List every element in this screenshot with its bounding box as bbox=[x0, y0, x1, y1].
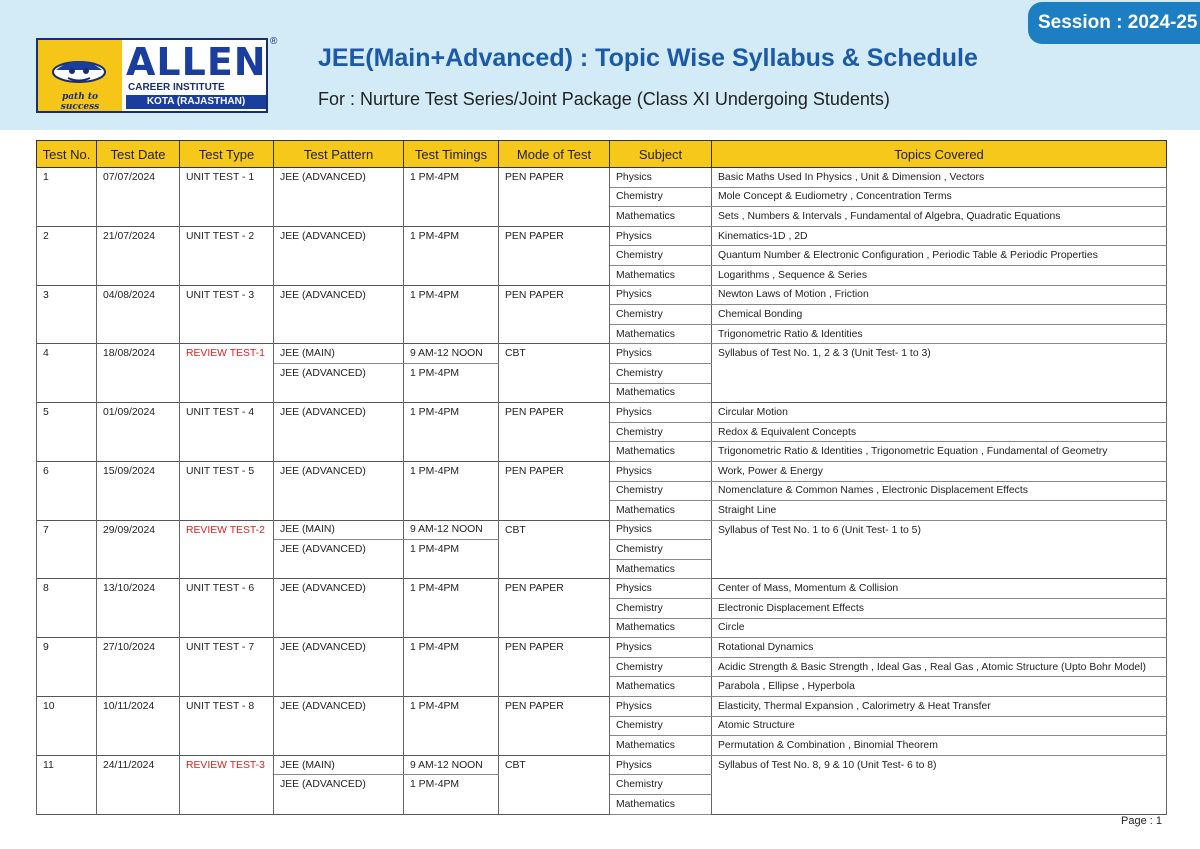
page-subtitle: For : Nurture Test Series/Joint Package (Class XI Undergoing Students) bbox=[318, 89, 890, 109]
test-mode-cell: CBT bbox=[499, 755, 610, 814]
logo-brand: ALLEN bbox=[126, 40, 267, 84]
test-date-cell: 10/11/2024 bbox=[97, 697, 180, 756]
subject-cell: Mathematics bbox=[610, 207, 712, 227]
topics-cell: Nomenclature & Common Names , Electronic Displacement Effects bbox=[712, 481, 1167, 501]
subject-cell: Mathematics bbox=[610, 265, 712, 285]
header-test-pattern: Test Pattern bbox=[274, 141, 404, 168]
table-row bbox=[37, 638, 1167, 658]
test-type-cell: UNIT TEST - 7 bbox=[180, 638, 274, 697]
subject-cell: Physics bbox=[610, 755, 712, 775]
test-no-cell: 6 bbox=[37, 461, 97, 520]
topics-cell: Mole Concept & Eudiometry , Concentration Terms bbox=[712, 187, 1167, 207]
test-no-cell: 5 bbox=[37, 403, 97, 462]
test-no-cell: 8 bbox=[37, 579, 97, 638]
subject-cell: Physics bbox=[610, 520, 712, 540]
test-date-cell: 01/09/2024 bbox=[97, 403, 180, 462]
table-row bbox=[37, 285, 1167, 305]
test-pattern-cell: JEE (ADVANCED) bbox=[274, 697, 404, 756]
test-timings-cell: 1 PM-4PM bbox=[404, 285, 499, 344]
test-mode-cell: PEN PAPER bbox=[499, 403, 610, 462]
test-pattern-cell: JEE (ADVANCED) bbox=[274, 540, 404, 579]
test-pattern-cell: JEE (ADVANCED) bbox=[274, 285, 404, 344]
subject-cell: Mathematics bbox=[610, 736, 712, 756]
test-date-cell: 15/09/2024 bbox=[97, 461, 180, 520]
test-timings-cell: 9 AM-12 NOON bbox=[404, 755, 499, 775]
subject-cell: Mathematics bbox=[610, 559, 712, 579]
topics-cell: Rotational Dynamics bbox=[712, 638, 1167, 658]
test-mode-cell: CBT bbox=[499, 344, 610, 403]
header-test-timings: Test Timings bbox=[404, 141, 499, 168]
page-number: Page : 1 bbox=[1121, 815, 1162, 827]
logo-emblem bbox=[38, 40, 122, 111]
test-pattern-cell: JEE (ADVANCED) bbox=[274, 775, 404, 814]
subject-cell: Chemistry bbox=[610, 363, 712, 383]
test-timings-cell: 1 PM-4PM bbox=[404, 579, 499, 638]
test-pattern-cell: JEE (MAIN) bbox=[274, 520, 404, 540]
test-mode-cell: PEN PAPER bbox=[499, 697, 610, 756]
test-date-cell: 13/10/2024 bbox=[97, 579, 180, 638]
table-header-row bbox=[37, 141, 1167, 168]
header-topics-covered: Topics Covered bbox=[712, 141, 1167, 168]
topics-cell: Quantum Number & Electronic Configuration , Periodic Table & Periodic Properties bbox=[712, 246, 1167, 266]
header-subject: Subject bbox=[610, 141, 712, 168]
topics-cell: Atomic Structure bbox=[712, 716, 1167, 736]
topics-cell: Redox & Equivalent Concepts bbox=[712, 422, 1167, 442]
topics-cell: Electronic Displacement Effects bbox=[712, 599, 1167, 619]
subject-cell: Chemistry bbox=[610, 775, 712, 795]
test-no-cell: 1 bbox=[37, 168, 97, 227]
test-type-cell: REVIEW TEST-1 bbox=[180, 344, 274, 403]
topics-cell: Parabola , Ellipse , Hyperbola bbox=[712, 677, 1167, 697]
subject-cell: Chemistry bbox=[610, 246, 712, 266]
test-timings-cell: 1 PM-4PM bbox=[404, 540, 499, 579]
test-timings-cell: 1 PM-4PM bbox=[404, 363, 499, 402]
test-type-cell: UNIT TEST - 6 bbox=[180, 579, 274, 638]
topics-cell: Elasticity, Thermal Expansion , Calorimetry & Heat Transfer bbox=[712, 697, 1167, 717]
topics-cell: Syllabus of Test No. 8, 9 & 10 (Unit Test- 6 to 8) bbox=[712, 755, 1167, 814]
logo-tagline: path to success bbox=[60, 92, 100, 112]
subject-cell: Physics bbox=[610, 579, 712, 599]
test-pattern-cell: JEE (ADVANCED) bbox=[274, 638, 404, 697]
test-pattern-cell: JEE (MAIN) bbox=[274, 344, 404, 364]
header-test-no: Test No. bbox=[37, 141, 97, 168]
test-no-cell: 9 bbox=[37, 638, 97, 697]
topics-cell: Newton Laws of Motion , Friction bbox=[712, 285, 1167, 305]
header-test-type: Test Type bbox=[180, 141, 274, 168]
subject-cell: Chemistry bbox=[610, 305, 712, 325]
test-type-cell: UNIT TEST - 2 bbox=[180, 226, 274, 285]
session-badge: Session : 2024-25 bbox=[1028, 2, 1200, 44]
schedule-table-body bbox=[37, 168, 1167, 815]
topics-cell: Chemical Bonding bbox=[712, 305, 1167, 325]
test-type-cell: REVIEW TEST-2 bbox=[180, 520, 274, 579]
topics-cell: Kinematics-1D , 2D bbox=[712, 226, 1167, 246]
subject-cell: Physics bbox=[610, 461, 712, 481]
table-row bbox=[37, 168, 1167, 188]
test-pattern-cell: JEE (ADVANCED) bbox=[274, 363, 404, 402]
test-no-cell: 7 bbox=[37, 520, 97, 579]
test-no-cell: 11 bbox=[37, 755, 97, 814]
test-type-cell: UNIT TEST - 4 bbox=[180, 403, 274, 462]
test-timings-cell: 1 PM-4PM bbox=[404, 775, 499, 814]
subject-cell: Physics bbox=[610, 285, 712, 305]
page-title: JEE(Main+Advanced) : Topic Wise Syllabus & Schedule bbox=[318, 44, 978, 72]
test-timings-cell: 1 PM-4PM bbox=[404, 638, 499, 697]
subject-cell: Chemistry bbox=[610, 599, 712, 619]
test-timings-cell: 1 PM-4PM bbox=[404, 403, 499, 462]
test-timings-cell: 9 AM-12 NOON bbox=[404, 520, 499, 540]
topics-cell: Center of Mass, Momentum & Collision bbox=[712, 579, 1167, 599]
test-no-cell: 3 bbox=[37, 285, 97, 344]
test-timings-cell: 1 PM-4PM bbox=[404, 226, 499, 285]
topics-cell: Permutation & Combination , Binomial Theorem bbox=[712, 736, 1167, 756]
subject-cell: Chemistry bbox=[610, 716, 712, 736]
test-no-cell: 10 bbox=[37, 697, 97, 756]
subject-cell: Physics bbox=[610, 344, 712, 364]
mascot-icon bbox=[50, 50, 108, 84]
test-mode-cell: PEN PAPER bbox=[499, 638, 610, 697]
test-date-cell: 21/07/2024 bbox=[97, 226, 180, 285]
topics-cell: Circular Motion bbox=[712, 403, 1167, 423]
subject-cell: Chemistry bbox=[610, 422, 712, 442]
test-type-cell: UNIT TEST - 5 bbox=[180, 461, 274, 520]
registered-mark: ® bbox=[270, 36, 278, 47]
table-row bbox=[37, 403, 1167, 423]
test-no-cell: 4 bbox=[37, 344, 97, 403]
subject-cell: Physics bbox=[610, 168, 712, 188]
table-row bbox=[37, 226, 1167, 246]
test-pattern-cell: JEE (MAIN) bbox=[274, 755, 404, 775]
test-date-cell: 27/10/2024 bbox=[97, 638, 180, 697]
test-date-cell: 24/11/2024 bbox=[97, 755, 180, 814]
subject-cell: Physics bbox=[610, 403, 712, 423]
subject-cell: Mathematics bbox=[610, 383, 712, 403]
table-row bbox=[37, 520, 1167, 540]
test-no-cell: 2 bbox=[37, 226, 97, 285]
table-row bbox=[37, 344, 1167, 364]
schedule-table-container bbox=[36, 140, 1166, 815]
test-type-cell: UNIT TEST - 8 bbox=[180, 697, 274, 756]
test-timings-cell: 9 AM-12 NOON bbox=[404, 344, 499, 364]
test-date-cell: 07/07/2024 bbox=[97, 168, 180, 227]
test-pattern-cell: JEE (ADVANCED) bbox=[274, 168, 404, 227]
subject-cell: Mathematics bbox=[610, 618, 712, 638]
subject-cell: Mathematics bbox=[610, 501, 712, 521]
logo-subtitle: CAREER INSTITUTE bbox=[128, 82, 225, 93]
subject-cell: Physics bbox=[610, 638, 712, 658]
test-pattern-cell: JEE (ADVANCED) bbox=[274, 461, 404, 520]
header-mode-of-test: Mode of Test bbox=[499, 141, 610, 168]
topics-cell: Basic Maths Used In Physics , Unit & Dimension , Vectors bbox=[712, 168, 1167, 188]
test-type-cell: UNIT TEST - 3 bbox=[180, 285, 274, 344]
schedule-table bbox=[36, 140, 1167, 815]
test-timings-cell: 1 PM-4PM bbox=[404, 168, 499, 227]
subject-cell: Chemistry bbox=[610, 540, 712, 560]
test-pattern-cell: JEE (ADVANCED) bbox=[274, 403, 404, 462]
test-mode-cell: PEN PAPER bbox=[499, 226, 610, 285]
test-date-cell: 04/08/2024 bbox=[97, 285, 180, 344]
header-test-date: Test Date bbox=[97, 141, 180, 168]
subject-cell: Chemistry bbox=[610, 187, 712, 207]
test-mode-cell: PEN PAPER bbox=[499, 461, 610, 520]
table-row bbox=[37, 755, 1167, 775]
subject-cell: Physics bbox=[610, 226, 712, 246]
test-type-cell: UNIT TEST - 1 bbox=[180, 168, 274, 227]
topics-cell: Acidic Strength & Basic Strength , Ideal Gas , Real Gas , Atomic Structure (Upto Bohr Model) bbox=[712, 657, 1167, 677]
subject-cell: Physics bbox=[610, 697, 712, 717]
topics-cell: Syllabus of Test No. 1 to 6 (Unit Test- 1 to 5) bbox=[712, 520, 1167, 579]
topics-cell: Sets , Numbers & Intervals , Fundamental of Algebra, Quadratic Equations bbox=[712, 207, 1167, 227]
test-pattern-cell: JEE (ADVANCED) bbox=[274, 579, 404, 638]
logo-location: KOTA (RAJASTHAN) bbox=[126, 95, 266, 109]
test-timings-cell: 1 PM-4PM bbox=[404, 697, 499, 756]
table-row bbox=[37, 579, 1167, 599]
subject-cell: Chemistry bbox=[610, 481, 712, 501]
test-mode-cell: PEN PAPER bbox=[499, 579, 610, 638]
test-date-cell: 18/08/2024 bbox=[97, 344, 180, 403]
table-row bbox=[37, 461, 1167, 481]
test-pattern-cell: JEE (ADVANCED) bbox=[274, 226, 404, 285]
test-mode-cell: CBT bbox=[499, 520, 610, 579]
topics-cell: Syllabus of Test No. 1, 2 & 3 (Unit Test- 1 to 3) bbox=[712, 344, 1167, 403]
test-mode-cell: PEN PAPER bbox=[499, 285, 610, 344]
test-timings-cell: 1 PM-4PM bbox=[404, 461, 499, 520]
topics-cell: Circle bbox=[712, 618, 1167, 638]
test-date-cell: 29/09/2024 bbox=[97, 520, 180, 579]
page-header bbox=[0, 0, 1200, 130]
subject-cell: Chemistry bbox=[610, 657, 712, 677]
topics-cell: Logarithms , Sequence & Series bbox=[712, 265, 1167, 285]
topics-cell: Work, Power & Energy bbox=[712, 461, 1167, 481]
subject-cell: Mathematics bbox=[610, 324, 712, 344]
subject-cell: Mathematics bbox=[610, 442, 712, 462]
topics-cell: Trigonometric Ratio & Identities bbox=[712, 324, 1167, 344]
table-row bbox=[37, 697, 1167, 717]
topics-cell: Straight Line bbox=[712, 501, 1167, 521]
topics-cell: Trigonometric Ratio & Identities , Trigonometric Equation , Fundamental of Geometry bbox=[712, 442, 1167, 462]
test-type-cell: REVIEW TEST-3 bbox=[180, 755, 274, 814]
subject-cell: Mathematics bbox=[610, 677, 712, 697]
subject-cell: Mathematics bbox=[610, 795, 712, 815]
allen-logo bbox=[36, 38, 268, 113]
test-mode-cell: PEN PAPER bbox=[499, 168, 610, 227]
